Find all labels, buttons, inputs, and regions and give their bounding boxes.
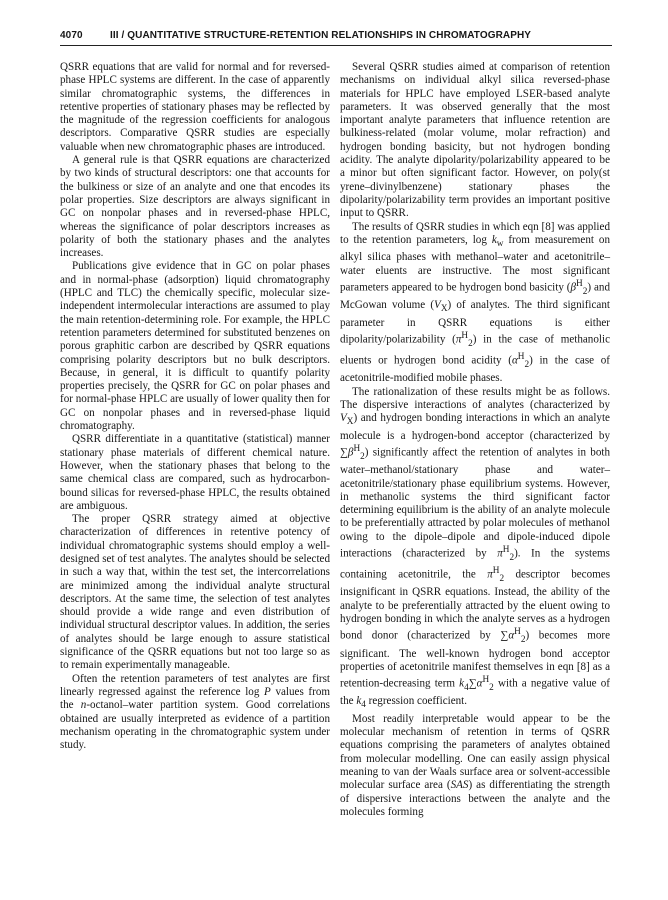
right-column — [340, 61, 610, 819]
paragraph: A general rule is that QSRR equations are characterized by two kinds of structural descriptors: one that accounts for the bulkiness or size of an analyte and one that encodes its polar properties. Size descriptors are always significant in GC on nonpolar phases and in reversed-phase HPLC, whereas the significance of polar descriptors increases as polarity of both the stationary phases and the analytes increases. — [60, 154, 330, 260]
paragraph: QSRR equations that are valid for normal and for reversed-phase HPLC systems are different. In the case of apparently similar chromatographic systems, the differences in retentive properties of stationary phases may be reflected by the magnitude of the regression coefficients for analogous descriptors. Comparative QSRR studies are especially valuable when new chromatographic phases are introduced. — [60, 61, 330, 153]
paragraph: Most readily interpretable would appear to be the molecular mechanism of retention in terms of QSRR equations comprising the parameters of analytes obtained from molecular modelling. One can easily assign physical meaning to van der Waals surface area or solvent-accessible molecular surface area (SAS) as differentiating the strength of dispersive interactions between the analyte and the molecules forming — [340, 712, 611, 818]
page-number: 4070 — [60, 30, 83, 41]
running-header — [60, 25, 612, 46]
paragraph: Often the retention parameters of test analytes are first linearly regressed against the reference log P values from the n-octanol–water partition system. Good correlations obtained are usually interpreted as evidence of a partition mechanism operating in the chromatographic system under study. — [60, 672, 330, 752]
left-column — [60, 61, 330, 752]
paragraph: The results of QSRR studies in which eqn [8] was applied to the retention parameters, $\log k_w$ from measurement on alkyl silica phases with methanol–water and acetonitrile–water eluents are instructive. The most significant parameters appeared to be hydrogen bond basicity $(\beta^H_2)$ and McGowan volume $(V_X)$ of analytes. The third significant parameter in QSRR equations is either dipolarity/polarizability $(\pi^H_2)$ in the case of methanolic eluents or hydrogen bond acidity $(\alpha^H_2)$ in the case of acetonitrile-modified mobile phases. — [340, 220, 610, 385]
running-title: III / QUANTITATIVE STRUCTURE-RETENTION RELATIONSHIPS IN CHROMATOGRAPHY — [110, 30, 532, 41]
paragraph: The proper QSRR strategy aimed at objective characterization of differences in retentive potency of individual chromatographic systems should employ a well-designed set of test analytes. The analytes should be selected in such a way that, within the test set, the intercorrelations are minimized among the individual analyte structural descriptors. At the same time, the selection of test analytes should provide a wide range and even distribution of individual structural descriptor values. In addition, the series of analytes should be large enough to assure statistical significance of the QSRR equations but not too large so as to remain experimentally manageable. — [60, 513, 330, 672]
paragraph: The rationalization of these results might be as follows. The dispersive interactions of analytes (characterized by $V_X$) and hydrogen bonding interactions in which an analyte molecule is a hydrogen-bond acceptor (characterized by $\sum\beta^H_2$) significantly affect the retention of analytes in both water–methanol/stationary phase and water–acetonitrile/stationary phase equilibrium systems. However, in methanolic systems the third significant factor determining equilibrium is the ability of an analyte molecule to be preferentially attracted by polar molecules of methanol owing to the dipole–dipole and dipole-induced dipole interactions (characterized by $\pi^H_2$). In the systems containing acetonitrile, the $\pi^H_2$ descriptor becomes insignificant in QSRR equations. Instead, the ability of the analyte to be preferentially attracted by the eluent owing to hydrogen bonding in which the analyte serves as a hydrogen bond donor (characterized by $\sum\alpha^H_2$) becomes more significant. The well-known hydrogen bond acceptor properties of acetonitrile manifest themselves in eqn [8] as a retention-decreasing term $k_4\sum\alpha^H_2$ with a negative value of the $k_4$ regression coefficient. — [340, 385, 611, 711]
paragraph: Publications give evidence that in GC on polar phases and in normal-phase (adsorption) liquid chromatography (HPLC and TLC) the chemically specific, molecular size-independent intermolecular interactions are assumed to play the main retention-determining role. For example, the HPLC retention parameters determined for substituted benzenes on porous graphitic carbon are described by QSRR equations comprising polarity descriptors but no bulk descriptors. Because, in general, it is difficult to quantify polarity properties precisely, the QSRR for GC on polar phases and for normal-phase HPLC are usually of lower quality then for GC on nonpolar phases and in reversed-phase liquid chromatography. — [60, 260, 330, 433]
paragraph: QSRR differentiate in a quantitative (statistical) manner stationary phase materials of different chemical nature. However, when the stationary phases that belong to the same chemical class are compared, such as hydrocarbon-bound silicas for reversed-phase HPLC, the results obtained are ambiguous. — [60, 433, 330, 512]
paragraph: Several QSRR studies aimed at comparison of retention mechanisms on individual alkyl silica reversed-phase materials for HPLC have employed LSER-based analyte parameters. It was observed generally that the most important analyte parameters that influence retention are bulkiness-related (molar volume, molar refraction) and hydrogen bonding basicity, but not hydrogen bonding acidity. The analyte dipolarity/polarizability appeared to be a minor but often significant factor. However, on poly(st yrene–divinylbenzene) stationary phases the dipolarity/polarizability term provides an important positive input to QSRR. — [340, 61, 610, 220]
